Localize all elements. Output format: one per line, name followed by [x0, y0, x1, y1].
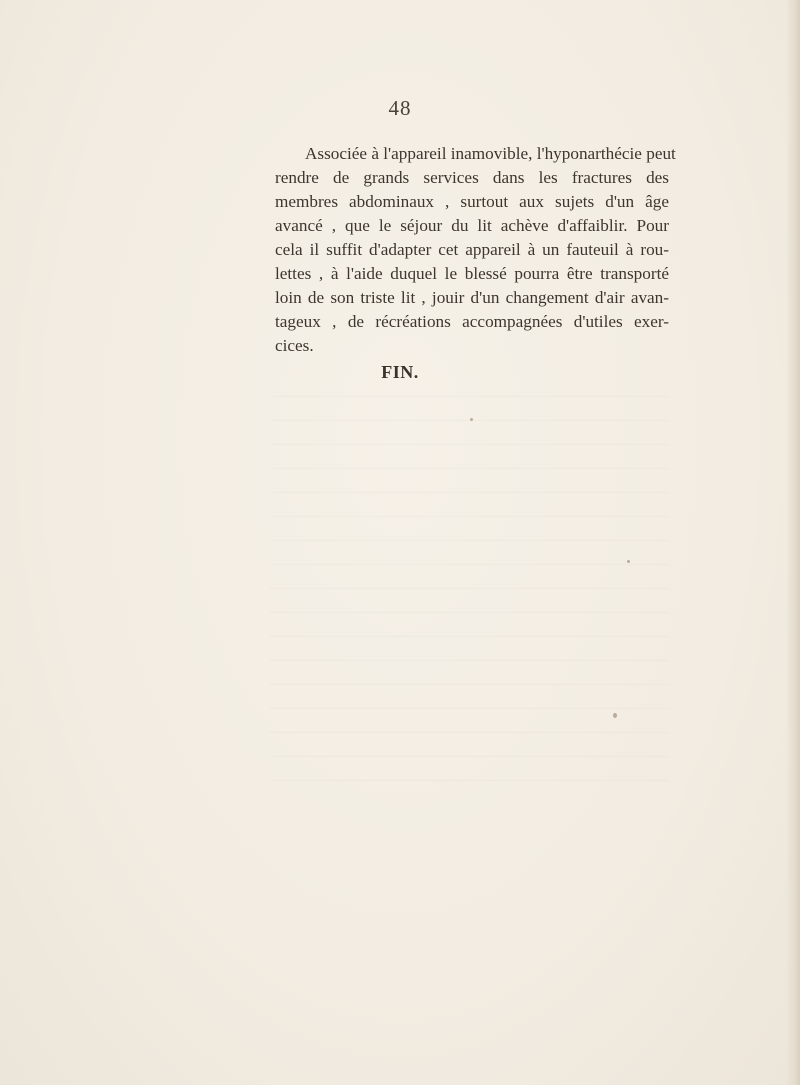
show-through-text — [270, 378, 670, 798]
text-line: cices. — [275, 336, 314, 355]
page-edge-shadow — [786, 0, 800, 1085]
text-line: tageux , de récréations accompagnées d'utiles exer- — [275, 312, 669, 331]
paper-speck — [613, 713, 617, 718]
paper-speck — [627, 560, 630, 563]
page-number: 48 — [388, 96, 412, 120]
paragraph — [275, 142, 676, 358]
text-line: avancé , que le séjour du lit achève d'affaiblir. Pour — [275, 216, 669, 235]
text-line: loin de son triste lit , jouir d'un changement d'air avan- — [275, 288, 669, 307]
text-line: cela il suffit d'adapter cet appareil à un fauteuil à rou- — [275, 240, 669, 259]
end-mark: FIN. — [381, 362, 419, 382]
paper-speck — [470, 418, 473, 421]
text-line: membres abdominaux , surtout aux sujets d'un âge — [275, 192, 669, 211]
text-line: lettes , à l'aide duquel le blessé pourra être transporté — [275, 264, 669, 283]
text-line: Associée à l'appareil inamovible, l'hyponarthécie peut — [305, 144, 676, 163]
text-line: rendre de grands services dans les fractures des — [275, 168, 669, 187]
